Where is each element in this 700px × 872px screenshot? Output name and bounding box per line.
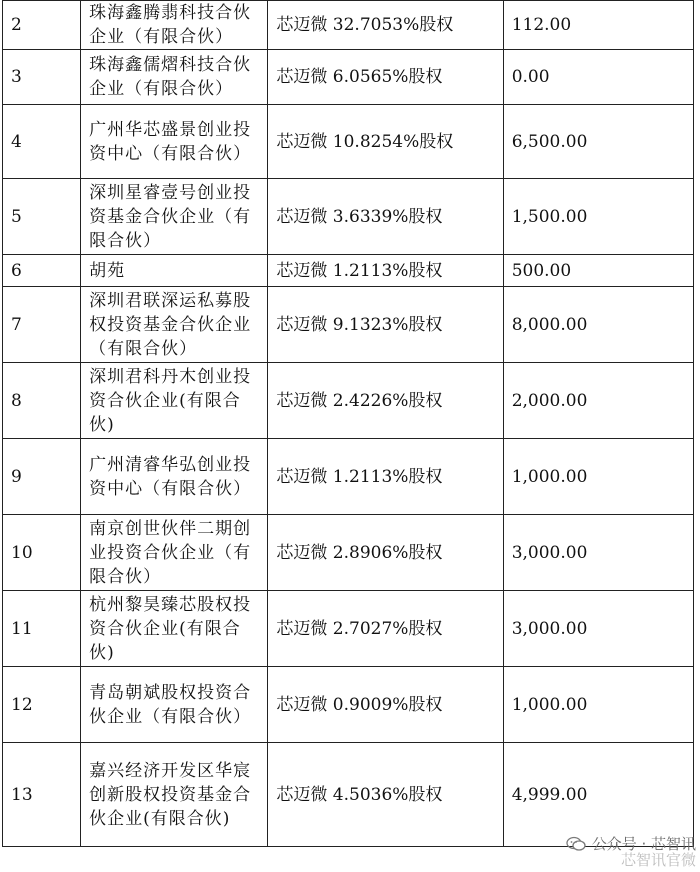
investor-name: 深圳君联深运私募股权投资基金合伙企业（有限合伙） bbox=[81, 287, 268, 363]
transfer-amount: 6,500.00 bbox=[503, 105, 693, 179]
row-number: 4 bbox=[3, 105, 81, 179]
investor-name: 深圳君科丹木创业投资合伙企业(有限合伙) bbox=[81, 363, 268, 439]
transfer-amount: 1,500.00 bbox=[503, 179, 693, 255]
investor-name: 胡苑 bbox=[81, 255, 268, 287]
transfer-target: 芯迈微 9.1323%股权 bbox=[268, 287, 503, 363]
row-number: 12 bbox=[3, 667, 81, 743]
transfer-target: 芯迈微 0.9009%股权 bbox=[268, 667, 503, 743]
transfer-target: 芯迈微 32.7053%股权 bbox=[268, 1, 503, 50]
row-number: 13 bbox=[3, 743, 81, 847]
transfer-amount: 4,999.00 bbox=[503, 743, 693, 847]
row-number: 10 bbox=[3, 515, 81, 591]
transfer-target: 芯迈微 6.0565%股权 bbox=[268, 50, 503, 105]
transfer-target: 芯迈微 3.6339%股权 bbox=[268, 179, 503, 255]
investor-name: 杭州黎昊臻芯股权投资合伙企业(有限合伙) bbox=[81, 591, 268, 667]
row-number: 11 bbox=[3, 591, 81, 667]
table-row bbox=[3, 515, 694, 591]
investor-name: 南京创世伙伴二期创业投资合伙企业（有限合伙） bbox=[81, 515, 268, 591]
transfer-target: 芯迈微 1.2113%股权 bbox=[268, 255, 503, 287]
transfer-amount: 112.00 bbox=[503, 1, 693, 50]
row-number: 7 bbox=[3, 287, 81, 363]
investor-name: 广州华芯盛景创业投资中心（有限合伙） bbox=[81, 105, 268, 179]
equity-transfer-table bbox=[2, 0, 694, 847]
row-number: 8 bbox=[3, 363, 81, 439]
table-row bbox=[3, 287, 694, 363]
transfer-amount: 3,000.00 bbox=[503, 591, 693, 667]
table-row bbox=[3, 179, 694, 255]
investor-name: 珠海鑫腾翡科技合伙企业（有限合伙） bbox=[81, 1, 268, 50]
investor-name: 青岛朝斌股权投资合伙企业（有限合伙） bbox=[81, 667, 268, 743]
watermark-subtext: 芯智讯官微 bbox=[620, 851, 696, 869]
row-number: 6 bbox=[3, 255, 81, 287]
transfer-target: 芯迈微 4.5036%股权 bbox=[268, 743, 503, 847]
transfer-amount: 500.00 bbox=[503, 255, 693, 287]
table-row bbox=[3, 1, 694, 50]
transfer-amount: 8,000.00 bbox=[503, 287, 693, 363]
row-number: 2 bbox=[3, 1, 81, 50]
transfer-amount: 1,000.00 bbox=[503, 439, 693, 515]
transfer-amount: 0.00 bbox=[503, 50, 693, 105]
table-row bbox=[3, 105, 694, 179]
transfer-amount: 1,000.00 bbox=[503, 667, 693, 743]
transfer-amount: 2,000.00 bbox=[503, 363, 693, 439]
row-number: 5 bbox=[3, 179, 81, 255]
investor-name: 广州清睿华弘创业投资中心（有限合伙） bbox=[81, 439, 268, 515]
table-row bbox=[3, 255, 694, 287]
table-row bbox=[3, 363, 694, 439]
table-row bbox=[3, 667, 694, 743]
wechat-icon bbox=[566, 836, 586, 852]
table-row bbox=[3, 50, 694, 105]
row-number: 3 bbox=[3, 50, 81, 105]
transfer-target: 芯迈微 2.8906%股权 bbox=[268, 515, 503, 591]
investor-name: 嘉兴经济开发区华宸创新股权投资基金合伙企业(有限合伙) bbox=[81, 743, 268, 847]
investor-name: 深圳星睿壹号创业投资基金合伙企业（有限合伙） bbox=[81, 179, 268, 255]
table-row bbox=[3, 439, 694, 515]
row-number: 9 bbox=[3, 439, 81, 515]
transfer-target: 芯迈微 1.2113%股权 bbox=[268, 439, 503, 515]
transfer-target: 芯迈微 2.7027%股权 bbox=[268, 591, 503, 667]
table-row bbox=[3, 591, 694, 667]
transfer-target: 芯迈微 10.8254%股权 bbox=[268, 105, 503, 179]
watermark-text: 公众号 · 芯智讯 bbox=[591, 835, 696, 853]
table-row bbox=[3, 743, 694, 847]
investor-name: 珠海鑫儒熠科技合伙企业（有限合伙） bbox=[81, 50, 268, 105]
transfer-amount: 3,000.00 bbox=[503, 515, 693, 591]
transfer-target: 芯迈微 2.4226%股权 bbox=[268, 363, 503, 439]
